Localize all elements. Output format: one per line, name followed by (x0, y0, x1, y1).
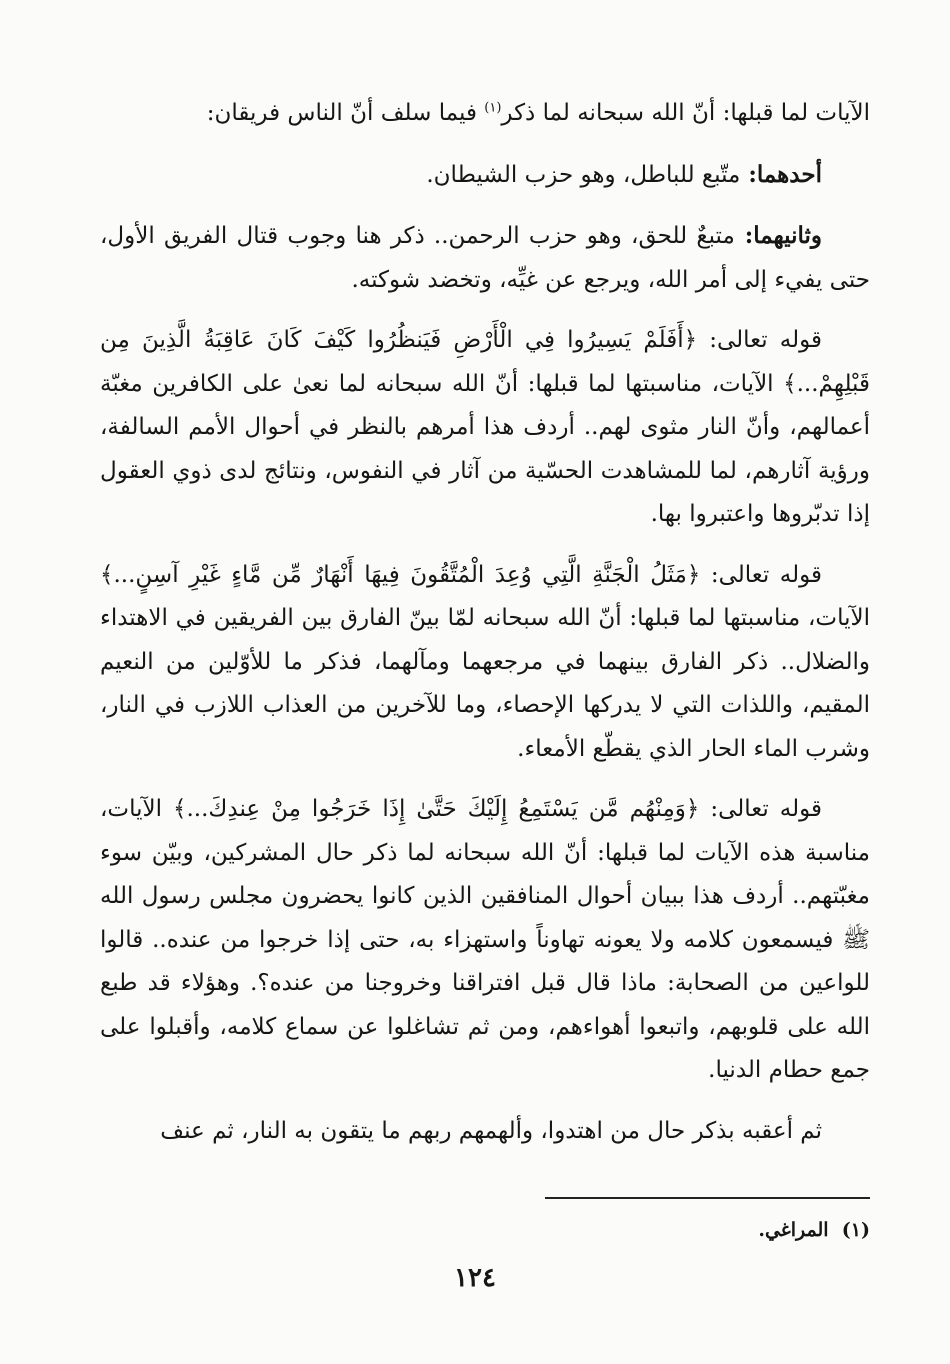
paragraph-text: الآيات، مناسبتها لما قبلها: أنّ الله سبحانه لمّا بينّ الفارق بين الفريقين في الاهتداء والضلال.. ذكر الفارق بينهما في مرجعهما ومآلهما، فذكر ما للأوّلين من النعيم المقيم، واللذات التي لا يدركها الإحصاء، وما للآخرين من العذاب اللازب في النار، وشرب الماء الحار الذي يقطّع الأمعاء. (100, 605, 870, 762)
paragraph-text: الآيات، مناسبتها لما قبلها: أنّ الله سبحانه لما نعىٰ على الكافرين مغبّة أعمالهم، وأنّ النار مثوى لهم.. أردف هذا أمرهم بالنظر في أحوال الأمم السالفة، ورؤية آثارهم، لما للمشاهدت الحسّية من آثار في النفوس، ونتائج لدى ذوي العقول إذا تدبّروها واعتبروا بها. (100, 370, 870, 527)
paragraph-text: ثم أعقبه بذكر حال من اهتدوا، وألهمهم ربهم ما يتقون به النار، ثم عنف (160, 1117, 822, 1144)
paragraph-first-party (100, 153, 870, 198)
footnote-divider (545, 1197, 870, 1199)
quran-verse: ﴿أَفَلَمْ يَسِيرُوا فِي الْأَرْضِ فَيَنظُرُوا كَيْفَ كَانَ عَاقِبَةُ الَّذِينَ مِن قَبْلِهِمْ...﴾ (100, 327, 870, 397)
paragraph-verse-travel (100, 319, 870, 537)
verse-intro: قوله تعالى: (700, 561, 822, 588)
paragraph-verse-hypocrites (100, 788, 870, 1093)
verse-intro: قوله تعالى: (699, 796, 822, 822)
paragraph-text: متبعٌ للحق، وهو حزب الرحمن.. ذكر هنا وجوب قتال الفريق الأول، حتى يفيء إلى أمر الله، ويرجع عن غيِّه، وتخضد شوكته. (100, 223, 870, 293)
paragraph-text: متّبع للباطل، وهو حزب الشيطان. (426, 161, 741, 188)
paragraph-text: فيما سلف أنّ الناس فريقان: (206, 100, 485, 126)
paragraph-lead: وثانيهما: (734, 222, 822, 249)
main-text (100, 92, 870, 1153)
footnote-reference[interactable]: (١) (484, 100, 502, 116)
paragraph-text: الآيات لما قبلها: أنّ الله سبحانه لما ذكر (501, 100, 870, 126)
paragraph-verse-paradise (100, 554, 870, 772)
quran-verse: ﴿وَمِنْهُم مَّن يَسْتَمِعُ إِلَيْكَ حَتَّىٰ إِذَا خَرَجُوا مِنْ عِندِكَ...﴾ (173, 796, 700, 822)
quran-verse: ﴿مَثَلُ الْجَنَّةِ الَّتِي وُعِدَ الْمُتَّقُونَ فِيهَا أَنْهَارٌ مِّن مَّاءٍ غَيْرِ آسِنٍ...﴾ (100, 561, 701, 588)
verse-intro: قوله تعالى: (697, 327, 823, 353)
footnote-text: المراغي. (758, 1219, 829, 1241)
paragraph-intro (100, 92, 870, 136)
paragraph-continuation (100, 1110, 870, 1154)
paragraph-text: الآيات، مناسبة هذه الآيات لما قبلها: أنّ الله سبحانه لما ذكر حال المشركين، وبيّن سوء مغبّتهم.. أردف هذا ببيان أحوال المنافقين الذين كانوا يحضرون مجلس رسول الله ﷺ فيسمعون كلامه ولا يعونه تهاوناً واستهزاء به، حتى إذا خرجوا من عنده.. قالوا للواعين من الصحابة: ماذا قال قبل افتراقنا وخروجنا من عنده؟. وهؤلاء قد طبع الله على قلوبهم، واتبعوا أهواءهم، ومن ثم تشاغلوا عن سماع كلامه، وأقبلوا على جمع حطام الدنيا. (100, 796, 870, 1083)
paragraph-lead: أحدهما: (740, 160, 822, 188)
footnote (470, 1210, 870, 1250)
footnote-mark: (١) (841, 1219, 870, 1241)
page-number: ١٢٤ (454, 1263, 496, 1293)
paragraph-second-party (100, 214, 870, 302)
